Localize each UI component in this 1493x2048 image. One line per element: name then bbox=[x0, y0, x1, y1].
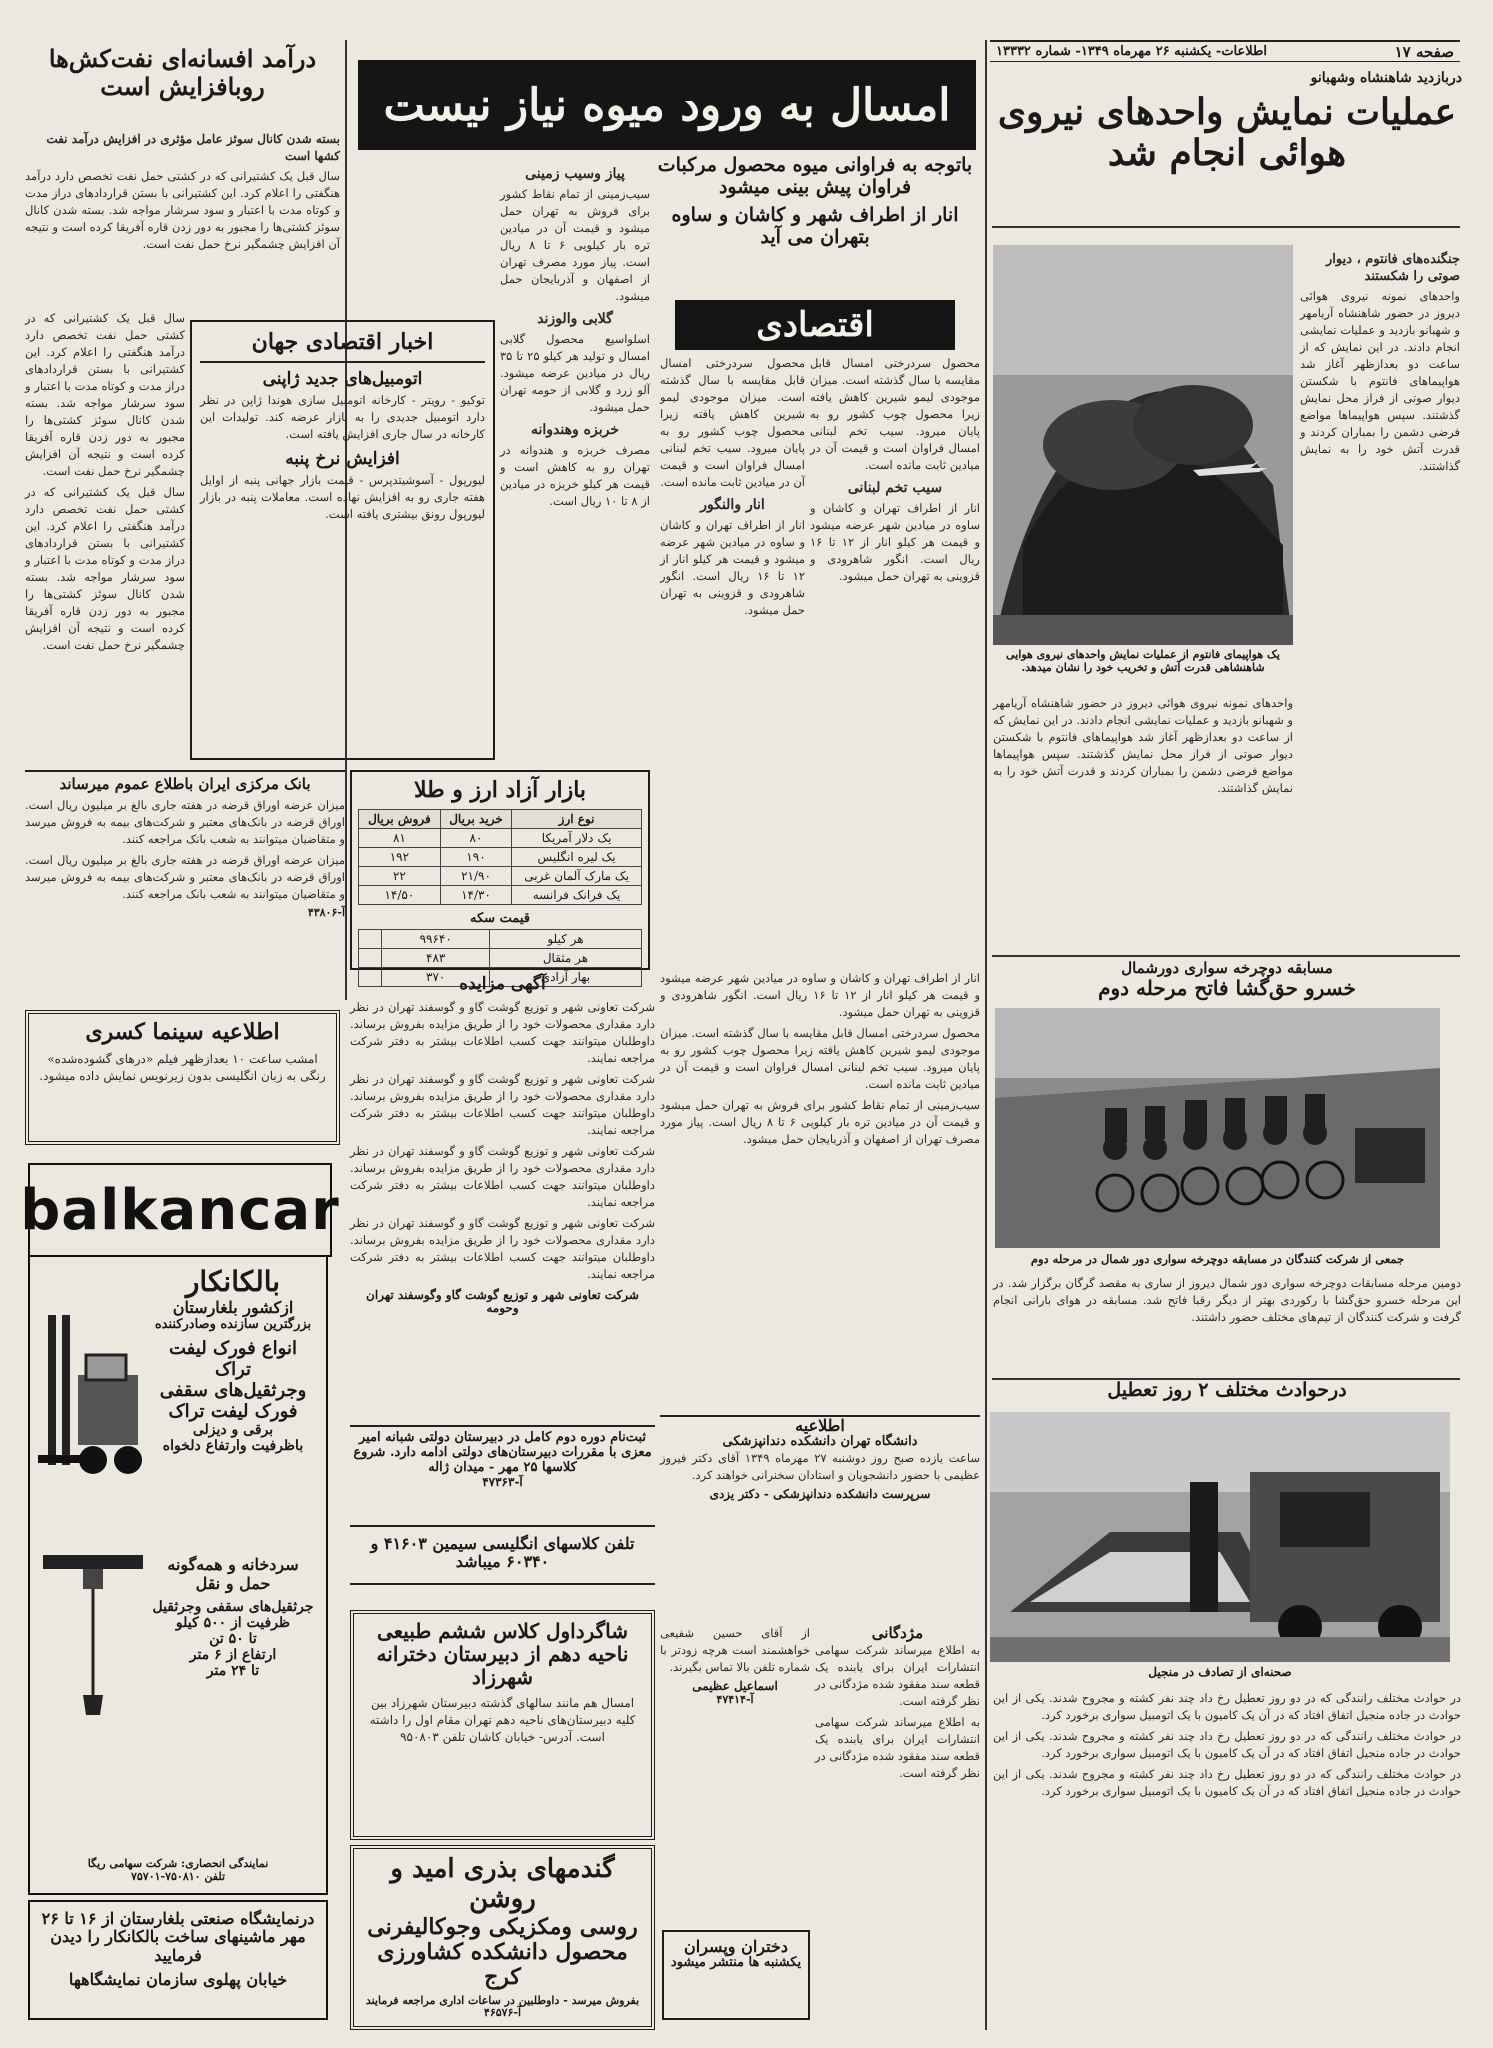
accident-body-text-3: در حوادث مختلف رانندگی که در دو روز تعطیل رخ داد چند نفر کشته و مجروح شدند. یکی از این حوادث در جاده منجیل اتفاق افتاد که در آن یک کامیون با یک اتومبیل سواری برخورد کرد. bbox=[993, 1767, 1461, 1798]
currency-cell: یک فرانک فرانسه bbox=[512, 886, 642, 905]
currency-table bbox=[358, 809, 642, 905]
gold-cell: ۹۹۶۴۰ bbox=[382, 930, 489, 949]
kids-body: یکشنبه ها منتشر میشود bbox=[670, 1955, 802, 1971]
cinema-body: امشب ساعت ۱۰ بعدازظهر فیلم «درهای گشوده‌شده» رنگی به زبان انگلیسی بدون زیرنویس نمایش داده میشود. bbox=[39, 1052, 326, 1084]
good-news-block bbox=[815, 1625, 980, 2025]
cycling-photo bbox=[995, 1008, 1440, 1248]
accident-body-text-2: در حوادث مختلف رانندگی که در دو روز تعطیل رخ داد چند نفر کشته و مجروح شدند. یکی از این حوادث در جاده منجیل اتفاق افتاد که در آن یک کامیون با یک اتومبیل سواری برخورد کرد. bbox=[993, 1729, 1461, 1760]
onion-sub-3: خربزه وهندوانه bbox=[531, 422, 619, 438]
central-bank-body: میزان عرضه اوراق قرضه در هفته جاری بالغ بر میلیون ریال است. اوراق قرضه در بانک‌های معتبر و شرکت‌های بیمه به فروش میرسد و متقاضیان میتوانند به شعب بانک مراجعه کنند. bbox=[25, 798, 345, 847]
auction-block bbox=[350, 975, 655, 1420]
accident-photo bbox=[990, 1412, 1450, 1662]
oil-tanker-body bbox=[25, 125, 340, 310]
oil-tanker-text-2: سال قبل یک کشتیرانی که در کشتی حمل نفت تخصص دارد درآمد هنگفتی را اعلام کرد. این کشتیرانی با بستن قراردادهای دراز مدت و کوتاه مدت با اعتبار و سود سرشار مواجه شد. بسته شدن کانال سوئز کشتی‌ها را مجبور به دور زدن قاره آفریقا کرده است و نتیجه آن افزایش چشمگیر نرخ حمل نفت است. bbox=[25, 311, 185, 478]
accident-headline: درحوادث مختلف ۲ روز تعطیل bbox=[1107, 1379, 1347, 1401]
exercise-photo-caption: یک هواپیمای فانتوم از عملیات نمایش واحدهای نیروی هوایی شاهنشاهی قدرت آتش و تخریب خود را نشان میدهد. bbox=[1006, 648, 1280, 674]
forklift-icon bbox=[38, 1295, 148, 1485]
notice-subtitle: دانشگاه تهران دانشکده دندانپزشکی bbox=[722, 1434, 918, 1450]
good-news-body: به اطلاع میرساند شرکت سهامی انتشارات ایران برای یابنده یک قطعه سند مفقود شده مژدگانی در نظر گرفته است. bbox=[815, 1643, 980, 1709]
world-economy-h2: افزایش نرخ پنبه bbox=[285, 449, 400, 470]
oil-tanker-text: سال قبل یک کشتیرانی که در کشتی حمل نفت تخصص دارد درآمد هنگفتی را اعلام کرد. این کشتیرانی با بستن قراردادهای دراز مدت و کوتاه مدت با اعتبار و سود سرشار مواجه شد. بسته شدن کانال سوئز کشتی‌ها را مجبور به دور زدن قاره آفریقا کرده است و نتیجه آن افزایش چشمگیر نرخ حمل نفت است. bbox=[25, 169, 340, 251]
fruit-banner-text: امسال به ورود میوه نیاز نیست bbox=[383, 79, 951, 131]
currency-row bbox=[359, 886, 642, 905]
seeds-sub-2: محصول دانشکده کشاورزی کرج bbox=[377, 1939, 628, 1991]
oil-tanker-text-3: سال قبل یک کشتیرانی که در کشتی حمل نفت تخصص دارد درآمد هنگفتی را اعلام کرد. این کشتیرانی با بستن قراردادهای دراز مدت و کوتاه مدت با اعتبار و سود سرشار مواجه شد. بسته شدن کانال سوئز کشتی‌ها را مجبور به دور زدن قاره آفریقا کرده است و نتیجه آن افزایش چشمگیر نرخ حمل نفت است. bbox=[25, 485, 185, 652]
oil-tanker-sub: بسته شدن کانال سوئز عامل مؤثری در افزایش درآمد نفت کشها است bbox=[46, 132, 340, 163]
girls-school-title: شاگرداول کلاس ششم طبیعی ناحیه دهم از دبیرستان دخترانه شهرزاد bbox=[376, 1619, 629, 1689]
auction-title: آگهی مزایده bbox=[459, 974, 546, 994]
school-ad bbox=[350, 1425, 655, 1520]
wedding-name: اسماعیل عظیمی bbox=[692, 1679, 778, 1693]
onion-body-3: مصرف خربزه و هندوانه در تهران رو به کاهش است و قیمت هر کیلو خربزه در میادین از ۸ تا ۱۰ ریال است. bbox=[500, 443, 650, 508]
currency-cell: یک مارک آلمان غربی bbox=[512, 867, 642, 886]
balkancar-line2: بزرگترین سازنده وصادرکننده bbox=[154, 1317, 312, 1332]
fighter-jet-smoke-image bbox=[993, 245, 1293, 645]
cycling-rule bbox=[992, 955, 1460, 957]
currency-cell: ۱۹۲ bbox=[359, 848, 441, 867]
currency-cell: ۱۴/۵۰ bbox=[359, 886, 441, 905]
cyclists-image bbox=[995, 1008, 1440, 1248]
column-rule-right bbox=[985, 40, 987, 2030]
fruit-body: محصول سردرختی امسال قابل مقایسه با سال گذشته است. میزان موجودی لیمو شیرین کاهش یافته زیرا محصول چوب کشور رو به پایان میرود. سیب تخم لبنانی امسال فراوان است و قیمت آن در میادین ثابت مانده است. bbox=[810, 356, 980, 472]
cinema-ad bbox=[25, 1010, 340, 1145]
gold-cell: هر مثقال bbox=[489, 949, 641, 968]
auction-footer: شرکت تعاونی شهر و توزیع گوشت گاو وگوسفند تهران وحومه bbox=[366, 1287, 639, 1316]
gold-cell: ۳۷۰ bbox=[382, 968, 489, 987]
kids-notice bbox=[662, 1930, 810, 2020]
fruit-body-col2 bbox=[660, 355, 805, 965]
onion-sub-2: گلابی والوزند bbox=[537, 311, 613, 327]
gold-cell: بهار آزادی bbox=[489, 968, 641, 987]
university-notice bbox=[660, 1415, 980, 1620]
girls-school-ad bbox=[350, 1610, 655, 1840]
balkancar-line10: جرثقیل‌های سقفی وجرثقیل bbox=[152, 1599, 314, 1615]
accident-body-text: در حوادث مختلف رانندگی که در دو روز تعطیل رخ داد چند نفر کشته و مجروح شدند. یکی از این حوادث در جاده منجیل اتفاق افتاد که در آن یک کامیون با یک اتومبیل سواری برخورد کرد. bbox=[993, 1691, 1461, 1722]
good-news-body-2: به اطلاع میرساند شرکت سهامی انتشارات ایران برای یابنده یک قطعه سند مفقود شده مژدگانی در نظر گرفته است. bbox=[815, 1715, 980, 1781]
kids-title: دختران وپسران bbox=[684, 1937, 788, 1956]
wedding-notice bbox=[660, 1625, 810, 1925]
onion-body: سیب‌زمینی از تمام نقاط کشور برای فروش به تهران حمل میشود و قیمت آن در میادین تره بار کیلویی ۶ تا ۸ ریال است. پیاز مورد مصرف تهران از اصفهان و آذربایجان حمل میشود. bbox=[500, 187, 651, 303]
balkancar-line7: باظرفیت وارتفاع دلخواه bbox=[162, 1438, 304, 1454]
currency-cell: ۱۴/۳۰ bbox=[440, 886, 511, 905]
balkancar-line3: انواع فورک لیفت تراک bbox=[169, 1338, 297, 1380]
gold-cell bbox=[359, 930, 382, 949]
gold-row bbox=[359, 930, 642, 949]
currency-cell: ۸۰ bbox=[440, 829, 511, 848]
crash-image bbox=[990, 1412, 1450, 1662]
gold-cell: ۴۸۳ bbox=[382, 949, 489, 968]
balkancar-fair-2: خیابان پهلوی سازمان نمایشگاهها bbox=[68, 1970, 288, 1990]
english-classes-text: تلفن کلاسهای انگلیسی سیمین ۴۱۶۰۳ و ۶۰۳۴۰ میباشد bbox=[370, 1534, 635, 1572]
central-bank-block bbox=[25, 770, 345, 990]
seeds-ad bbox=[350, 1845, 655, 2030]
cycling-subhead: خسرو حق‌گشا فاتح مرحله دوم bbox=[1098, 976, 1356, 1001]
balkancar-line14: تا ۲۴ متر bbox=[206, 1663, 260, 1679]
gold-row bbox=[359, 949, 642, 968]
oil-tanker-headline: درآمد افسانه‌ای نفت‌کش‌ها روبافزایش است bbox=[48, 44, 317, 101]
school-ad-body: ثبت‌نام دوره دوم کامل در دبیرستان دولتی شبانه امیر معزی با مقررات دبیرستان‌های دولتی ادامه دارد. شروع کلاسها ۲۵ مهر - میدان ژاله bbox=[353, 1430, 652, 1475]
seeds-code: آ-۴۶۵۷۶ bbox=[483, 2006, 522, 2020]
central-bank-body-2: میزان عرضه اوراق قرضه در هفته جاری بالغ بر میلیون ریال است. اوراق قرضه در بانک‌های معتبر و شرکت‌های بیمه به فروش میرسد و متقاضیان میتوانند به شعب بانک مراجعه کنند. bbox=[25, 853, 345, 902]
currency-column-header: خرید بریال bbox=[440, 810, 511, 829]
central-bank-code: آ-۴۳۸۰۶ bbox=[307, 906, 345, 920]
fruit-deck: باتوجه به فراوانی میوه محصول مرکبات فراوان پیش بینی میشود bbox=[657, 154, 973, 198]
balkancar-logo bbox=[20, 1163, 340, 1257]
balkancar-fair-ad bbox=[28, 1900, 328, 2020]
fruit-body-lower bbox=[660, 970, 980, 1410]
balkancar-line4: وجرثقیل‌های سقفی bbox=[159, 1380, 307, 1401]
accident-headline-block bbox=[992, 1380, 1462, 1410]
economic-section-logo bbox=[675, 300, 955, 350]
issue-info: اطلاعات- یکشنبه ۲۶ مهرماه ۱۳۴۹- شماره ۱۳۳۳۲ bbox=[996, 44, 1267, 59]
world-economy-box bbox=[190, 320, 495, 760]
currency-cell: ۲۱/۹۰ bbox=[440, 867, 511, 886]
fruit-deck-2: انار از اطراف شهر و کاشان و ساوه بتهران می آید bbox=[671, 203, 959, 248]
school-ad-code: آ-۴۷۳۶۳ bbox=[482, 1474, 523, 1489]
world-economy-h1: اتومبیل‌های جدید ژاپنی bbox=[262, 369, 423, 390]
accident-body bbox=[993, 1690, 1461, 2020]
notice-sign: سرپرست دانشکده دندانپزشکی - دکتر یزدی bbox=[709, 1487, 931, 1502]
balkancar-line6: برقی و دیزلی bbox=[192, 1422, 274, 1438]
good-news-title: مژدگانی bbox=[871, 1624, 924, 1642]
exercise-headline-block bbox=[992, 70, 1462, 230]
cycling-photo-caption: جمعی از شرکت کنندگان در مسابقه دوچرخه سواری دور شمال در مرحله دوم bbox=[1030, 1252, 1405, 1266]
fruit-body-col2-text-2: انار از اطراف تهران و کاشان و ساوه در میادین شهر عرضه میشود و قیمت هر کیلو انار از ۱۲ تا ۱۶ ریال است. انگور شاهرودی و قزوینی به تهران حمل میشود. bbox=[660, 518, 805, 617]
currency-cell: ۱۹۰ bbox=[440, 848, 511, 867]
wedding-code: آ-۴۷۴۱۴ bbox=[716, 1692, 754, 1706]
fruit-body-col2-text: محصول سردرختی امسال قابل مقایسه با سال گذشته است. میزان موجودی لیمو شیرین کاهش یافته زیرا محصول چوب کشور رو به پایان میرود. سیب تخم لبنانی امسال فراوان است و قیمت آن در میادین ثابت مانده است. bbox=[660, 356, 805, 489]
seeds-footer: بفروش میرسد - داوطلبین در ساعات اداری مراجعه فرمایند bbox=[365, 1993, 640, 2007]
currency-column-header: نوع ارز bbox=[512, 810, 642, 829]
auction-body: شرکت تعاونی شهر و توزیع گوشت گاو و گوسفند تهران در نظر دارد مقداری محصولات خود را از طریق مزایده بفروش برساند. داوطلبان میتوانند جهت کسب اطلاعات بیشتر به دفتر شرکت مراجعه نمایند. bbox=[350, 999, 655, 1065]
balkancar-logo-text: balkancar bbox=[20, 1177, 340, 1243]
onion-column bbox=[500, 160, 650, 770]
auction-body-2: شرکت تعاونی شهر و توزیع گوشت گاو و گوسفند تهران در نظر دارد مقداری محصولات خود را از طریق مزایده بفروش برساند. داوطلبان میتوانند جهت کسب اطلاعات بیشتر به دفتر شرکت مراجعه نمایند. bbox=[350, 1071, 655, 1137]
fruit-sub-apple: سیب تخم لبنانی bbox=[847, 480, 943, 496]
girls-school-body: امسال هم مانند سالهای گذشته دبیرستان شهرزاد بین کلیه دبیرستان‌های ناحیه دهم تهران مقام اول را داشته است. آدرس- خیابان کاشان تلفن ۹۵۰۸۰۳ bbox=[369, 1696, 636, 1744]
world-economy-body-1: توکیو - رویتر - کارخانه اتومبیل سازی هوندا ژاپن در نظر دارد اتومبیل جدیدی را به بازار عرضه کند. تولیدات این کارخانه در سال جاری افزایش یافته است. bbox=[200, 393, 485, 442]
balkancar-fair: درنمایشگاه صنعتی بلغارستان از ۱۶ تا ۲۶ مهر ماشینهای ساخت بالکانکار را دیدن فرمایید bbox=[41, 1909, 315, 1965]
exercise-body-repeat: واحدهای نمونه نیروی هوائی دیروز در حضور شاهنشاه آریامهر و شهبانو بازدید و عملیات نمایشی انجام دادند. در این نمایش که از ساعت دو بعدازظهر آغاز شد هواپیماهای فانتوم با شکستن دیوار صوتی از فراز محل نمایش گذشتند. سپس هواپیماها مواضع فرضی دشمن را بمباران کردند و قدرت آتش خود را به نمایش گذاشتند. bbox=[993, 696, 1293, 795]
currency-row bbox=[359, 867, 642, 886]
cycling-body-text: دومین مرحله مسابقات دوچرخه سواری دور شمال دیروز از ساری به مقصد گرگان برگزار شد. در این مرحله خسرو حق‌گشا با رکوردی بهتر از دیگر رقبا فاتح شد. مسابقه در هوای بارانی انجام گرفت و شرکت کنندگان از تیم‌های مختلف حضور داشتند. bbox=[993, 1276, 1461, 1324]
masthead bbox=[990, 40, 1460, 62]
page-label: صفحه ۱۷ bbox=[1394, 42, 1454, 61]
market-title: بازار آزاد ارز و طلا bbox=[413, 777, 587, 803]
gold-cell bbox=[359, 949, 382, 968]
gold-cell: هر کیلو bbox=[489, 930, 641, 949]
auction-body-4: شرکت تعاونی شهر و توزیع گوشت گاو و گوسفند تهران در نظر دارد مقداری محصولات خود را از طریق مزایده بفروش برساند. داوطلبان میتوانند جهت کسب اطلاعات بیشتر به دفتر شرکت مراجعه نمایند. bbox=[350, 1215, 655, 1281]
fruit-banner bbox=[358, 60, 976, 150]
balkancar-line11: ظرفیت از ۵۰۰ کیلو bbox=[175, 1615, 291, 1631]
currency-cell: ۲۲ bbox=[359, 867, 441, 886]
notice-body: ساعت یازده صبح روز دوشنبه ۲۷ مهرماه ۱۳۴۹ آقای دکتر فیروز عظیمی با حضور دانشجویان و استادان سخنرانی خواهند کرد. bbox=[660, 1451, 980, 1483]
exercise-headline: عملیات نمایش واحدهای نیروی هوائی انجام شد bbox=[997, 91, 1457, 175]
fruit-body-lower-text-3: سیب‌زمینی از تمام نقاط کشور برای فروش به تهران حمل میشود و قیمت آن در میادین تره بار کیلویی ۶ تا ۸ ریال است. پیاز مورد مصرف تهران از اصفهان و آذربایجان حمل میشود. bbox=[660, 1098, 981, 1146]
fruit-body-lower-text: انار از اطراف تهران و کاشان و ساوه در میادین شهر عرضه میشود و قیمت هر کیلو انار از ۱۲ تا ۱۶ ریال است. انگور شاهرودی و قزوینی به تهران حمل میشود. bbox=[660, 971, 980, 1019]
economic-section-logo-text: اقتصادی bbox=[756, 305, 874, 345]
balkancar-line13: ارتفاع از ۶ متر bbox=[189, 1647, 277, 1663]
exercise-bullet: جنگنده‌های فانتوم ، دیوار صوتی را شکستند bbox=[1326, 252, 1460, 284]
gold-title: قیمت سکه bbox=[470, 911, 530, 927]
cycling-body bbox=[993, 1275, 1461, 1370]
currency-column-header: فروش بریال bbox=[359, 810, 441, 829]
currency-row bbox=[359, 848, 642, 867]
currency-cell: یک لیره انگلیس bbox=[512, 848, 642, 867]
english-classes-ad bbox=[350, 1525, 655, 1585]
crane-icon bbox=[38, 1545, 148, 1745]
exercise-body: واحدهای نمونه نیروی هوائی دیروز در حضور شاهنشاه آریامهر و شهبانو بازدید و عملیات نمایشی انجام دادند. در این نمایش که از ساعت دو بعدازظهر آغاز شد هواپیماهای فانتوم با شکستن دیوار صوتی از فراز محل نمایش گذشتند. سپس هواپیماها مواضع فرضی دشمن را بمباران کردند و قدرت آتش خود را به نمایش گذاشتند. bbox=[1300, 289, 1460, 473]
balkancar-line9: حمل و نقل bbox=[195, 1574, 271, 1593]
notice-title: اطلاعیه bbox=[795, 1416, 845, 1435]
currency-cell: ۸۱ bbox=[359, 829, 441, 848]
oil-tanker-headline-block bbox=[25, 45, 340, 120]
currency-row bbox=[359, 829, 642, 848]
balkancar-rep: نمایندگی انحصاری: شرکت سهامی ریگا bbox=[87, 1857, 269, 1870]
fruit-sub-pomegranate: انار والنگور bbox=[700, 497, 765, 513]
exercise-body-cont bbox=[993, 695, 1293, 950]
balkancar-ad bbox=[28, 1255, 328, 1895]
fruit-body-col1 bbox=[810, 355, 980, 965]
cycling-headline: مسابقه دوچرخه سواری دورشمال bbox=[1121, 959, 1333, 977]
onion-sub: پیاز وسیب زمینی bbox=[525, 166, 625, 182]
balkancar-line8: سردخانه و همه‌گونه bbox=[167, 1555, 299, 1574]
central-bank-title: بانک مرکزی ایران باطلاع عموم میرساند bbox=[59, 775, 311, 793]
exercise-body-column bbox=[1300, 245, 1460, 925]
balkancar-name: بالکانکار bbox=[185, 1265, 281, 1298]
accident-photo-caption: صحنه‌ای از تصادف در منجیل bbox=[1148, 1665, 1292, 1679]
exercise-rule bbox=[992, 226, 1460, 228]
currency-cell: یک دلار آمریکا bbox=[512, 829, 642, 848]
balkancar-line5: فورک لیفت تراک bbox=[168, 1401, 298, 1422]
balkancar-phone: تلفن ۷۵۰۸۱۰-۷۵۷۰۱ bbox=[130, 1870, 226, 1883]
seeds-title: گندمهای بذری امید و روشن bbox=[390, 1854, 615, 1914]
world-economy-title: اخبار اقتصادی جهان bbox=[200, 330, 485, 363]
fruit-deck-block bbox=[650, 155, 980, 305]
onion-body-2: اسلواسیع محصول گلابی امسال و تولید هر کیلو ۲۵ تا ۳۵ ریال در میادین عرضه میشود. آلو زرد و گلابی از حومه تهران حمل میشود. bbox=[500, 332, 651, 414]
balkancar-line1: ازکشور بلغارستان bbox=[172, 1298, 294, 1317]
cinema-title: اطلاعیه سینما کسری bbox=[85, 1019, 280, 1045]
cycling-headline-block bbox=[992, 960, 1462, 1008]
world-economy-body-2: لیورپول - آسوشیتدپرس - قیمت بازار جهانی پنبه از اوایل هفته جاری رو به افزایش نهاده است. معاملات پنبه در بازار لیورپول رونق بیشتری یافته است. bbox=[200, 473, 485, 522]
exercise-photo bbox=[993, 245, 1293, 645]
balkancar-line12: تا ۵۰ تن bbox=[209, 1631, 257, 1647]
seeds-sub: روسی ومکزیکی وجوکالیفرنی bbox=[367, 1913, 638, 1940]
fruit-body-2: انار از اطراف تهران و کاشان و ساوه در میادین شهر عرضه میشود و قیمت هر کیلو انار از ۱۲ تا ۱۶ ریال است. انگور شاهرودی و قزوینی به تهران حمل میشود. bbox=[810, 501, 980, 583]
fruit-body-lower-text-2: محصول سردرختی امسال قابل مقایسه با سال گذشته است. میزان موجودی لیمو شیرین کاهش یافته زیرا محصول چوب کشور رو به پایان میرود. سیب تخم لبنانی امسال فراوان است و قیمت آن در میادین ثابت مانده است. bbox=[660, 1026, 980, 1091]
auction-body-3: شرکت تعاونی شهر و توزیع گوشت گاو و گوسفند تهران در نظر دارد مقداری محصولات خود را از طریق مزایده بفروش برساند. داوطلبان میتوانند جهت کسب اطلاعات بیشتر به دفتر شرکت مراجعه نمایند. bbox=[350, 1143, 655, 1209]
oil-tanker-body-cont bbox=[25, 310, 185, 760]
exercise-kicker: دربازدید شاهنشاه وشهبانو bbox=[1310, 70, 1462, 86]
wedding-body: از آقای حسین شفیعی خواهشمند است هرچه زودتر با شماره تلفن بالا تماس بگیرند. bbox=[660, 1626, 810, 1674]
